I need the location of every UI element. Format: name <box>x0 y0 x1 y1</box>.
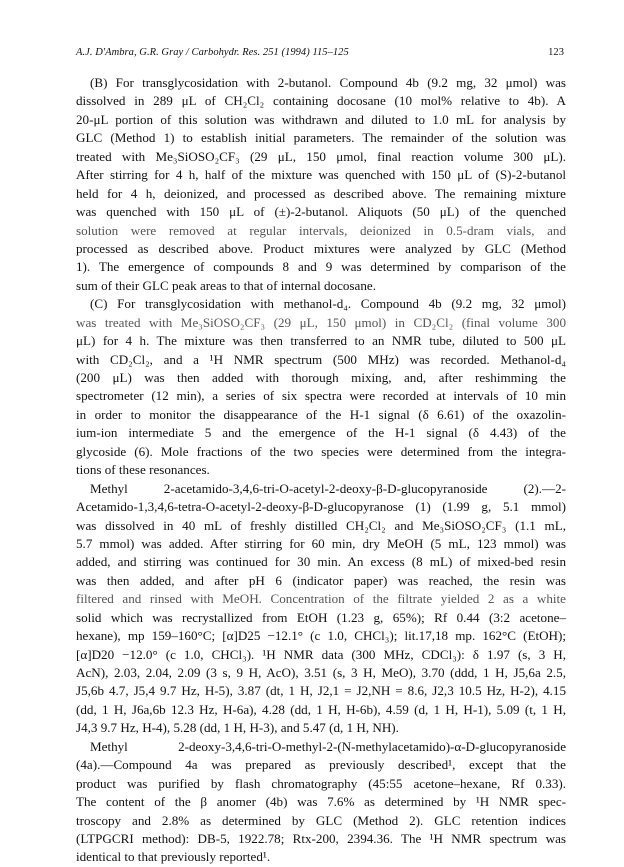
text-line: GLC (Method 1) to establish initial parameters. The remainder of the solution was <box>76 130 566 146</box>
text-line: 5.7 mmol) was added. After stirring for 60 min, dry MeOH (5 mL, 123 mmol) was <box>76 535 566 551</box>
text-line: (LTPGCRI method): DB-5, 1922.78; Rtx-200, 2394.36. The ¹H NMR spectrum was <box>76 830 566 846</box>
article-body <box>76 74 566 867</box>
page-number: 123 <box>548 47 564 58</box>
text-line: tions of these resonances. <box>76 462 210 478</box>
text-line: μL) for 4 h. The mixture was then transferred to an NMR tube, diluted to 500 μL <box>76 333 566 349</box>
text-line: 20-μL portion of this solution was withdrawn and diluted to 1.0 mL for analysis by <box>76 111 566 127</box>
text-line: (200 μL) was then added with thorough mixing, and, after reshimming the <box>76 370 566 385</box>
text-line: (C) For transglycosidation with methanol-d₄. Compound 4b (9.2 mg, 32 μmol) <box>90 296 566 312</box>
running-head-citation: A.J. D'Ambra, G.R. Gray / Carbohydr. Res. 251 (1994) 115–125 <box>76 47 349 58</box>
text-line: After stirring for 4 h, half of the mixture was quenched with 150 μL of (S)-2-butanol <box>76 167 566 183</box>
text-line: spectrometer (12 min), a series of six spectra were recorded at intervals of 10 min <box>76 388 566 404</box>
text-line: added, and stirring was continued for 30 min. An excess (8 mL) of mixed-bed resin <box>76 554 566 570</box>
text-line: filtered and rinsed with MeOH. Concentration of the filtrate yielded 2 as a white <box>76 591 566 607</box>
text-line: ium-ion intermediate 5 and the emergence of the H-1 signal (δ 4.43) of the <box>76 425 566 441</box>
text-line: hexane), mp 159–160°C; [α]D25 −12.1° (c 1.0, CHCl₃); lit.17,18 mp. 162°C (EtOH); <box>76 628 566 644</box>
text-line: AcN), 2.03, 2.04, 2.09 (3 s, 9 H, AcO), 3.51 (s, 3 H, MeO), 3.70 (ddd, 1 H, J5,6a 2.5, <box>76 665 566 680</box>
running-header <box>76 47 564 61</box>
text-line: J4,3 9.7 Hz, H-4), 5.28 (dd, 1 H, H-3), and 5.47 (d, 1 H, NH). <box>76 720 399 736</box>
text-line: solution were removed at regular intervals, deionized in 0.5-dram vials, and <box>76 222 566 238</box>
text-line: in order to monitor the disappearance of the H-1 signal (δ 6.61) of the oxazolin- <box>76 406 566 422</box>
text-line: Acetamido-1,3,4,6-tetra-O-acetyl-2-deoxy-β-D-glucopyranose (1) (1.99 g, 5.1 mmol) <box>76 499 566 515</box>
text-line: product was purified by flash chromatography (45:55 acetone–hexane, Rf 0.33). <box>76 775 566 791</box>
text-line: (B) For transglycosidation with 2-butanol. Compound 4b (9.2 mg, 32 μmol) was <box>90 75 566 90</box>
text-line: 1). The emergence of compounds 8 and 9 was determined by comparison of the <box>76 259 566 275</box>
text-line: sum of their GLC peak areas to that of internal docosane. <box>76 277 376 293</box>
text-line: (4a).—Compound 4a was prepared as previously described¹, except that the <box>76 757 566 773</box>
text-line: (dd, 1 H, J6a,6b 12.3 Hz, H-6a), 4.28 (dd, 1 H, H-6b), 4.59 (d, 1 H, H-1), 5.09 (t, 1 H, <box>76 701 566 717</box>
text-line: identical to that previously reported¹. <box>76 849 271 865</box>
text-line: processed as described above. Product mixtures were analyzed by GLC (Method <box>76 240 566 256</box>
text-line: was then added, and after pH 6 (indicator paper) was reached, the resin was <box>76 572 566 588</box>
text-line: Methyl 2-deoxy-3,4,6-tri-O-methyl-2-(N-methylacetamido)-α-D-glucopyranoside <box>90 738 566 754</box>
text-line: was treated with Me₃SiOSO₂CF₃ (29 μL, 150 μmol) in CD₂Cl₂ (final volume 300 <box>76 314 566 330</box>
text-line: The content of the β anomer (4b) was 7.6% as determined by ¹H NMR spec- <box>76 794 566 810</box>
text-line: treated with Me₃SiOSO₂CF₃ (29 μL, 150 μmol, final reaction volume 300 μL). <box>76 148 566 164</box>
text-line: with CD₂Cl₂, and a ¹H NMR spectrum (500 MHz) was recorded. Methanol-d₄ <box>76 351 566 367</box>
text-line: was quenched with 150 μL of (±)-2-butanol. Aliquots (50 μL) of the quenched <box>76 204 566 220</box>
text-line: J5,6b 4.7, J5,4 9.7 Hz, H-5), 3.87 (dt, 1 H, J2,1 = J2,NH = 8.6, J2,3 10.5 Hz, H-2), 4.15 <box>76 683 566 699</box>
text-line: dissolved in 289 μL of CH₂Cl₂ containing docosane (10 mol% relative to 4b). A <box>76 93 566 109</box>
text-line: glycoside (6). Mole fractions of the two species were determined from the integra- <box>76 443 566 459</box>
text-line: held for 4 h, deionized, and processed as described above. The remaining mixture <box>76 185 566 201</box>
text-line: solid which was recrystallized from EtOH (1.23 g, 65%); Rf 0.44 (3:2 acetone– <box>76 609 566 625</box>
text-line: [α]D20 −12.0° (c 1.0, CHCl₃). ¹H NMR data (300 MHz, CDCl₃): δ 1.97 (s, 3 H, <box>76 646 566 662</box>
text-line: troscopy and 2.8% as determined by GLC (Method 2). GLC retention indices <box>76 812 566 828</box>
text-line: was dissolved in 40 mL of freshly distilled CH₂Cl₂ and Me₃SiOSO₂CF₃ (1.1 mL, <box>76 517 566 533</box>
text-line: Methyl 2-acetamido-3,4,6-tri-O-acetyl-2-deoxy-β-D-glucopyranoside (2).—2- <box>90 480 566 496</box>
